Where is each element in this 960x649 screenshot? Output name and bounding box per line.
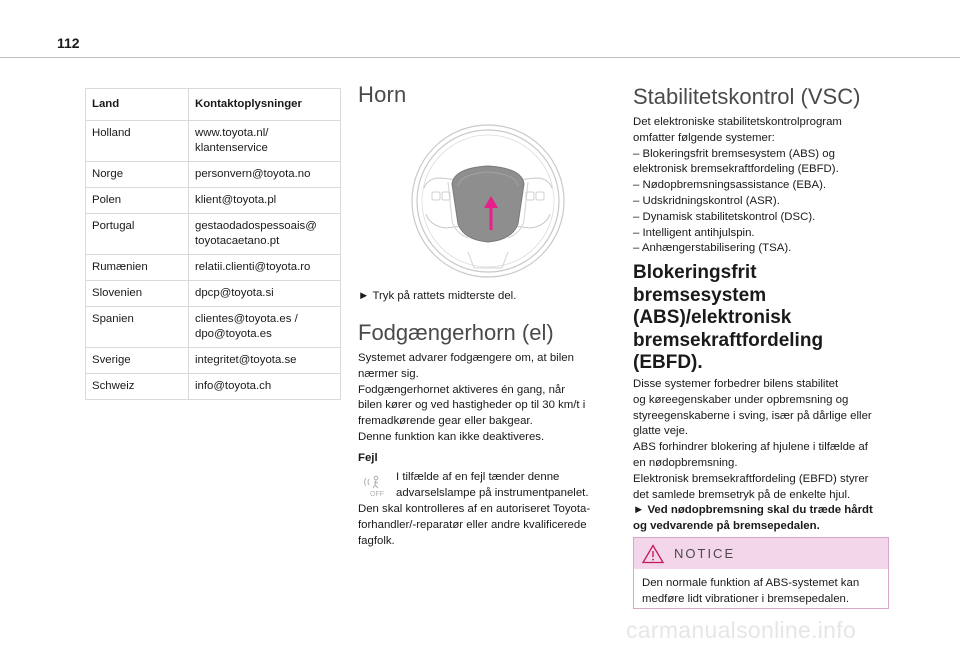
text-line: Denne funktion kan ikke deaktiveres. — [358, 430, 545, 443]
table-row — [86, 214, 341, 255]
text-line: (ABS)/elektronisk — [633, 307, 792, 328]
horn-title: Horn — [358, 82, 407, 107]
text-line: Blokeringsfrit — [633, 262, 757, 283]
table-row — [86, 162, 341, 188]
text-line: – Dynamisk stabilitetskontrol (DSC). — [633, 210, 816, 223]
table-cell-country: Portugal — [86, 214, 189, 255]
steering-wheel-illustration — [408, 122, 568, 280]
watermark: carmanualsonline.info — [626, 617, 857, 643]
table-row — [86, 281, 341, 307]
text-line: forhandler/-reparatør eller andre kvalificerede — [358, 518, 587, 531]
table-cell-country: Spanien — [86, 307, 189, 348]
text-line: Disse systemer forbedrer bilens stabilitet — [633, 378, 839, 390]
top-divider — [0, 57, 960, 58]
text-line: Elektronisk bremsekraftfordeling (EBFD) styrer — [633, 472, 869, 485]
warning-triangle-icon — [642, 544, 664, 564]
text-line: bremsekraftfordeling — [633, 329, 824, 351]
horn-section — [358, 82, 603, 108]
right-triangle-bullet-icon: ► — [358, 290, 373, 302]
text-line: medføre lidt vibrationer i bremsepedalen. — [642, 592, 850, 605]
warning-lamp-text — [396, 470, 608, 502]
text-line: – Udskridningskontrol (ASR). — [633, 194, 780, 207]
table-cell-contact: klient@toyota.pl — [189, 188, 341, 214]
table-cell-country: Polen — [86, 188, 189, 214]
abs-text — [633, 377, 893, 535]
vsc-system-list — [633, 115, 893, 257]
table-cell-country: Schweiz — [86, 374, 189, 400]
notice-header — [634, 538, 888, 569]
text-line: Den normale funktion af ABS-systemet kan — [642, 577, 860, 589]
text-line: – Blokeringsfrit bremsesystem (ABS) og — [633, 147, 835, 160]
text-line: advarselslampe på instrumentpanelet. — [396, 486, 589, 499]
table-row — [86, 188, 341, 214]
text-line: Fodgængerhornet aktiveres én gang, når — [358, 383, 566, 396]
bold-instruction-line: ► Ved nødopbremsning skal du træde hårdt — [633, 504, 873, 517]
text-line: Den skal kontrolleres af en autoriseret Toyota- — [358, 503, 591, 515]
service-advice-text — [358, 502, 608, 549]
text-line: Det elektroniske stabilitetskontrolprogram — [633, 116, 842, 128]
text-line: en nødopbremsning. — [633, 456, 738, 469]
horn-instruction: ► Tryk på rattets midterste del. — [358, 290, 517, 302]
pedestrian-horn-off-icon — [361, 474, 391, 498]
table-cell-contact: integritet@toyota.se — [189, 348, 341, 374]
text-line: nærmer sig. — [358, 367, 419, 380]
table-cell-contact: relatii.clienti@toyota.ro — [189, 255, 341, 281]
text-line: ABS forhindrer blokering af hjulene i tilfælde af — [633, 441, 868, 454]
text-line: – Nødopbremsningsassistance (EBA). — [633, 179, 827, 192]
notice-box — [633, 537, 889, 609]
fault-heading: Fejl — [358, 452, 378, 464]
table-cell-contact: www.toyota.nl/ klantenservice — [189, 121, 341, 162]
text-line: glatte veje. — [633, 425, 689, 438]
table-row — [86, 307, 341, 348]
pedestrian-horn-text — [358, 351, 608, 446]
text-line: bremsesystem — [633, 284, 767, 306]
table-cell-contact: personvern@toyota.no — [189, 162, 341, 188]
table-cell-country: Slovenien — [86, 281, 189, 307]
text-line: – Intelligent antihjulspin. — [633, 226, 755, 239]
contact-table — [85, 88, 341, 400]
page-number: 112 — [57, 35, 80, 51]
table-cell-country: Holland — [86, 121, 189, 162]
text-line: elektronisk bremsekraftfordeling (EBFD). — [633, 163, 839, 176]
text-line: det samlede bremsetryk på de enkelte hjul. — [633, 488, 851, 501]
table-header-contact: Kontaktoplysninger — [189, 89, 341, 121]
text-line: fremadkørende gear eller bakgear. — [358, 415, 533, 428]
notice-title: NOTICE — [674, 546, 736, 561]
table-row — [86, 348, 341, 374]
text-line: (EBFD). — [633, 352, 703, 373]
abs-title — [633, 262, 893, 375]
table-cell-country: Sverige — [86, 348, 189, 374]
table-row — [86, 121, 341, 162]
text-line: fagfolk. — [358, 534, 395, 547]
table-cell-country: Norge — [86, 162, 189, 188]
table-cell-contact: clientes@toyota.es / dpo@toyota.es — [189, 307, 341, 348]
table-row — [86, 374, 341, 400]
table-cell-country: Rumænien — [86, 255, 189, 281]
table-cell-contact: dpcp@toyota.si — [189, 281, 341, 307]
vsc-title: Stabilitetskontrol (VSC) — [633, 84, 861, 109]
notice-text — [634, 569, 888, 608]
text-line: omfatter følgende systemer: — [633, 131, 775, 144]
text-line: I tilfælde af en fejl tænder denne — [396, 471, 560, 483]
text-line: og køreegenskaber under opbremsning og — [633, 393, 849, 406]
table-header-land: Land — [86, 89, 189, 121]
text-line: styreegenskaberne i sving, især på dårlige eller — [633, 409, 872, 422]
text-line: Systemet advarer fodgængere om, at bilen — [358, 352, 574, 364]
bold-instruction-line: og vedvarende på bremsepedalen. — [633, 520, 820, 533]
table-cell-contact: info@toyota.ch — [189, 374, 341, 400]
table-header-row — [86, 89, 341, 121]
text-line: bilen kører og ved hastigheder op til 30 km/t i — [358, 399, 586, 412]
table-row — [86, 255, 341, 281]
text-line: – Anhængerstabilisering (TSA). — [633, 242, 792, 255]
pedestrian-horn-title: Fodgængerhorn (el) — [358, 320, 554, 345]
table-cell-contact: gestaodadospessoais@ toyotacaetano.pt — [189, 214, 341, 255]
svg-text:OFF: OFF — [370, 491, 384, 498]
right-triangle-bullet-icon: ► — [633, 504, 648, 517]
